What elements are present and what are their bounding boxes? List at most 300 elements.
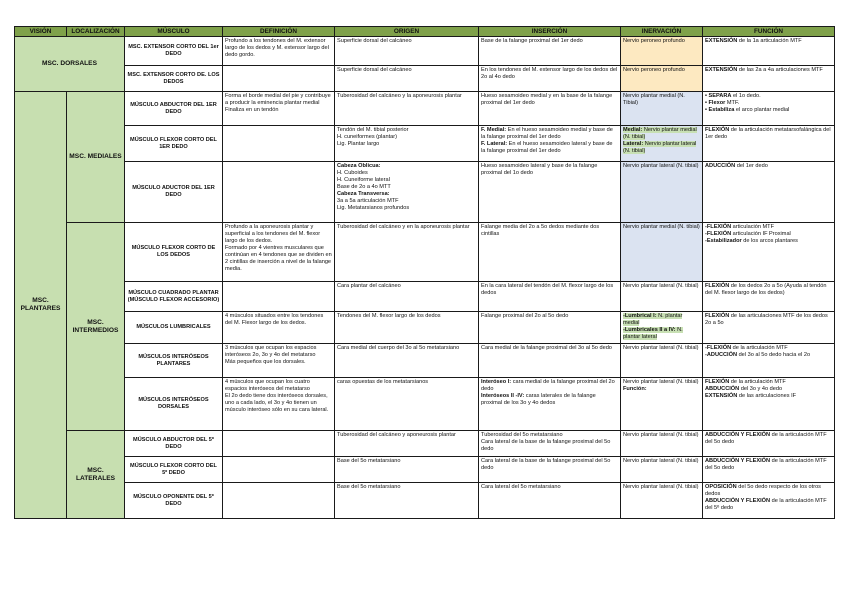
funcion-bold-text: • Flexor [705, 100, 726, 106]
header-row [15, 27, 835, 37]
insercion-line [481, 127, 618, 141]
origen-cell [335, 483, 479, 519]
insercion-line [481, 432, 618, 439]
musculo-cell: MÚSCULOS LUMBRICALES [125, 312, 223, 344]
inervacion-text: Nervio plantar lateral (N. tibial) [623, 432, 699, 438]
insercion-line [481, 67, 618, 81]
musculo-cell: MÚSCULO FLEXOR CORTO DE LOS DEDOS [125, 223, 223, 282]
origen-bold-text: Cabeza Oblicua: [337, 163, 381, 169]
insercion-text: cara medial de la falange proximal del 2o dedo [481, 379, 615, 392]
inervacion-cell [621, 457, 703, 483]
definicion-line [225, 379, 332, 393]
inervacion-cell [621, 344, 703, 378]
funcion-line [705, 93, 832, 100]
insercion-cell [479, 457, 621, 483]
inervacion-line [623, 345, 700, 352]
origen-line [337, 205, 476, 212]
origen-line [337, 38, 476, 45]
funcion-line [705, 38, 832, 45]
table-row [15, 162, 835, 223]
inervacion-text: Nervio plantar lateral (N. tibial) [623, 379, 699, 385]
definicion-cell [223, 66, 335, 92]
funcion-bold-text: -FLEXIÓN [705, 345, 732, 351]
insercion-text: En la cara lateral del tendón del M. flexor largo de los dedos [481, 283, 614, 296]
musculo-cell: MÚSCULO OPONENTE DEL 5º DEDO [125, 483, 223, 519]
definicion-cell [223, 282, 335, 312]
definicion-cell [223, 378, 335, 431]
funcion-line [705, 345, 832, 352]
funcion-text: de las 2a a 4a articulaciones MTF [737, 67, 823, 73]
funcion-line [705, 379, 832, 386]
origen-text: H. Cuboides [337, 170, 368, 176]
inervacion-line [623, 458, 700, 465]
origen-text: Base de 2o a 4o MTT [337, 184, 391, 190]
header-inervacion: INERVACIÓN [621, 27, 703, 37]
table-row [15, 312, 835, 344]
origen-text: Superficie dorsal del calcáneo [337, 67, 412, 73]
insercion-cell [479, 282, 621, 312]
funcion-line [705, 386, 832, 393]
musculo-cell: MÚSCULO ADUCTOR DEL 1ER DEDO [125, 162, 223, 223]
funcion-bold-text: ABDUCCIÓN Y FLEXIÓN [705, 432, 771, 438]
insercion-cell [479, 431, 621, 457]
insercion-bold-text: F. Lateral: [481, 141, 508, 147]
inervacion-line [623, 432, 700, 439]
insercion-bold-text: Interóseo I: [481, 379, 512, 385]
origen-text: Tendones del M. flexor largo de los dedos [337, 313, 441, 319]
inervacion-line [623, 313, 700, 327]
inervacion-cell [621, 282, 703, 312]
table-row [15, 66, 835, 92]
funcion-bold-text: • Estabiliza [705, 107, 735, 113]
inervacion-cell [621, 92, 703, 126]
insercion-text: En los tendones del M. extensor largo de los dedos del 2o al 4o dedo [481, 67, 618, 80]
funcion-line [705, 100, 832, 107]
table-row [15, 92, 835, 126]
origen-line [337, 93, 476, 100]
header-musculo: MÚSCULO [125, 27, 223, 37]
origen-text: Tendón del M. tibial posterior [337, 127, 409, 133]
inervacion-cell [621, 483, 703, 519]
funcion-text: de la articulación metatarsofalángica del 1er dedo [705, 127, 831, 140]
group-laterales: MSC. LATERALES [67, 431, 125, 519]
funcion-bold-text: -Estabilizador [705, 238, 742, 244]
funcion-bold-text: ABDUCCIÓN Y FLEXIÓN [705, 498, 771, 504]
definicion-line [225, 313, 332, 327]
definicion-cell [223, 92, 335, 126]
muscle-table [14, 26, 835, 519]
funcion-line [705, 498, 832, 512]
definicion-text: Finaliza en un tendón [225, 107, 279, 113]
insercion-text: Base de la falange proximal del 1er dedo [481, 38, 583, 44]
inervacion-text: Nervio plantar lateral (N. tibial) [623, 345, 699, 351]
funcion-text: de la articulación MTF del 5o dedo [705, 458, 827, 471]
funcion-text: de los arcos plantares [741, 238, 798, 244]
insercion-cell [479, 312, 621, 344]
funcion-cell [703, 126, 835, 162]
insercion-line [481, 458, 618, 472]
funcion-text: del 1er dedo [735, 163, 768, 169]
table-row [15, 223, 835, 282]
definicion-text: Más pequeños que los dorsales. [225, 359, 306, 365]
header-insercion: INSERCIÓN [479, 27, 621, 37]
insercion-line [481, 93, 618, 107]
origen-text: Lig. Plantar largo [337, 141, 380, 147]
funcion-bold-text: FLEXIÓN [705, 283, 730, 289]
inervacion-line [623, 67, 700, 74]
inervacion-text: N. plantar medial [623, 313, 683, 326]
origen-text: 3a a 5a articulación MTF [337, 198, 399, 204]
origen-text: Tuberosidad del calcáneo y la aponeurosis plantar [337, 93, 462, 99]
insercion-cell [479, 92, 621, 126]
funcion-bold-text: EXTENSIÓN [705, 393, 738, 399]
funcion-cell [703, 312, 835, 344]
definicion-cell [223, 162, 335, 223]
funcion-bold-text: FLEXIÓN [705, 379, 730, 385]
definicion-line [225, 93, 332, 107]
inervacion-text: Nervio plantar lateral (N. tibial) [623, 484, 699, 490]
definicion-cell [223, 483, 335, 519]
group-dorsales: MSC. DORSALES [15, 37, 125, 92]
definicion-text: Profundo a la aponeurosis plantar y superficial a los tendones del M. flexor largo de los dedos. [225, 224, 321, 244]
definicion-line [225, 359, 332, 366]
funcion-line [705, 352, 832, 359]
funcion-text: articulación MTF [731, 224, 775, 230]
origen-cell [335, 126, 479, 162]
funcion-cell [703, 37, 835, 66]
origen-text: Base del 5o metatarsiano [337, 484, 401, 490]
inervacion-line [623, 327, 700, 341]
muscle-table-sheet [14, 26, 835, 519]
definicion-line [225, 245, 332, 273]
funcion-line [705, 107, 832, 114]
group-intermedios: MSC. INTERMEDIOS [67, 223, 125, 431]
table-row [15, 431, 835, 457]
funcion-bold-text: EXTENSIÓN [705, 67, 738, 73]
funcion-text: MTF. [725, 100, 740, 106]
table-row [15, 483, 835, 519]
origen-line [337, 313, 476, 320]
inervacion-cell [621, 378, 703, 431]
inervacion-text: N. plantar lateral [623, 327, 683, 340]
definicion-line [225, 38, 332, 59]
inervacion-line [623, 141, 700, 155]
header-funcion: FUNCIÓN [703, 27, 835, 37]
origen-text: H. cuneiformes (plantar) [337, 134, 397, 140]
insercion-text: caras laterales de la falange proximal de los 3o y 4o dedos [481, 393, 596, 406]
inervacion-line [623, 38, 700, 45]
definicion-text: El 2o dedo tiene dos interóseos dorsales, uno a cada lado, el 3o y 4o tienen un músculo interóseo sólo en su cara lateral. [225, 393, 329, 413]
table-row [15, 282, 835, 312]
header-definicion: DEFINICIÓN [223, 27, 335, 37]
funcion-line [705, 432, 832, 446]
inervacion-line [623, 283, 700, 290]
origen-cell [335, 66, 479, 92]
insercion-bold-text: Interóseos II -IV: [481, 393, 525, 399]
inervacion-text: Nervio plantar lateral (N. tibial) [623, 141, 697, 154]
origen-line [337, 163, 476, 170]
funcion-bold-text: • SEPARA [705, 93, 732, 99]
group-plantares: MSC. PLANTARES [15, 92, 67, 519]
inervacion-bold-text: -Lumbricales II a IV: [623, 327, 676, 333]
insercion-cell [479, 344, 621, 378]
insercion-text: Hueso sesamoideo lateral y base de la falange proximal del 1o dedo [481, 163, 598, 176]
origen-cell [335, 92, 479, 126]
inervacion-bold-text: Función: [623, 386, 647, 392]
origen-cell [335, 223, 479, 282]
funcion-line [705, 313, 832, 327]
inervacion-line [623, 224, 700, 231]
origen-line [337, 134, 476, 141]
funcion-bold-text: -FLEXIÓN [705, 231, 732, 237]
definicion-cell [223, 312, 335, 344]
definicion-text: 3 músculos que ocupan los espacios interóseos 2o, 3o y 4o del metatarso [225, 345, 317, 358]
insercion-cell [479, 223, 621, 282]
definicion-cell [223, 223, 335, 282]
funcion-line [705, 127, 832, 141]
origen-cell [335, 162, 479, 223]
header-localizacion: LOCALIZACIÓN [67, 27, 125, 37]
header-vision: VISIÓN [15, 27, 67, 37]
funcion-line [705, 393, 832, 400]
funcion-text: de los dedos 2o a 5o (Ayuda al tendón del M. flexor largo de los dedos) [705, 283, 827, 296]
insercion-text: En el hueso sesamoideo medial y base de la falange proximal del 1er dedo [481, 127, 613, 140]
funcion-line [705, 163, 832, 170]
inervacion-cell [621, 37, 703, 66]
definicion-line [225, 345, 332, 359]
insercion-line [481, 283, 618, 297]
funcion-line [705, 484, 832, 498]
inervacion-line [623, 379, 700, 386]
insercion-line [481, 224, 618, 238]
origen-line [337, 432, 476, 439]
insercion-line [481, 439, 618, 453]
musculo-cell: MSC. EXTENSOR CORTO DE. LOS DEDOS [125, 66, 223, 92]
insercion-text: En el hueso sesamoideo lateral y base de la falange proximal del 1er dedo [481, 141, 613, 154]
funcion-text: de la articulación MTF del 5o dedo [705, 432, 827, 445]
origen-bold-text: Cabeza Transversa: [337, 191, 390, 197]
insercion-line [481, 38, 618, 45]
definicion-line [225, 393, 332, 414]
musculo-cell: MÚSCULOS INTERÓSEOS DORSALES [125, 378, 223, 431]
funcion-bold-text: ABDUCCIÓN [705, 386, 740, 392]
funcion-bold-text: FLEXIÓN [705, 313, 730, 319]
origen-line [337, 484, 476, 491]
inervacion-text: Nervio plantar lateral (N. tibial) [623, 283, 699, 289]
insercion-text: Tuberosidad del 5o metatarsiano [481, 432, 563, 438]
musculo-cell: MÚSCULO CUADRADO PLANTAR (MÚSCULO FLEXOR ACCESORIO) [125, 282, 223, 312]
insercion-text: Hueso sesamoideo medial y en la base de la falange proximal del 1er dedo [481, 93, 613, 106]
definicion-text: Profundo a los tendones del M. extensor largo de los dedos y M. extensor largo del dedo gordo. [225, 38, 329, 58]
insercion-text: Cara medial de la falange proximal del 3o al 5o dedo [481, 345, 612, 351]
musculo-cell: MÚSCULO ABDUCTOR DEL 1ER DEDO [125, 92, 223, 126]
funcion-bold-text: OPOSICIÓN [705, 484, 737, 490]
funcion-text: de la articulación MTF [729, 379, 786, 385]
insercion-cell [479, 378, 621, 431]
insercion-line [481, 345, 618, 352]
musculo-cell: MSC. EXTENSOR CORTO DEL 1er DEDO [125, 37, 223, 66]
definicion-cell [223, 126, 335, 162]
origen-text: caras opuestas de los metatarsianos [337, 379, 429, 385]
origen-line [337, 345, 476, 352]
table-row [15, 378, 835, 431]
insercion-line [481, 141, 618, 155]
inervacion-text: Nervio peroneo profundo [623, 38, 685, 44]
origen-cell [335, 457, 479, 483]
definicion-cell [223, 431, 335, 457]
funcion-cell [703, 378, 835, 431]
origen-text: Tuberosidad del calcáneo y en la aponeurosis plantar [337, 224, 470, 230]
musculo-cell: MÚSCULOS INTERÓSEOS PLANTARES [125, 344, 223, 378]
inervacion-line [623, 386, 700, 393]
origen-cell [335, 431, 479, 457]
origen-line [337, 177, 476, 184]
inervacion-line [623, 163, 700, 170]
funcion-text: del 5o dedo respecto de los otros dedos [705, 484, 821, 497]
origen-cell [335, 312, 479, 344]
origen-cell [335, 282, 479, 312]
funcion-cell [703, 66, 835, 92]
origen-cell [335, 378, 479, 431]
insercion-text: Falange media del 2o a 5o dedos mediante dos cintillas [481, 224, 600, 237]
funcion-text: de las articulaciones IF [737, 393, 797, 399]
inervacion-cell [621, 66, 703, 92]
funcion-cell [703, 162, 835, 223]
definicion-text: Formado por 4 vientres musculares que continúan en 4 tendones que se dividen en 2 cintillas de inserción a nivel de la falange media. [225, 245, 332, 272]
inervacion-line [623, 127, 700, 141]
insercion-line [481, 484, 618, 491]
origen-line [337, 127, 476, 134]
inervacion-line [623, 93, 700, 107]
definicion-text: 4 músculos situados entre los tendones del M. Flexor largo de los dedos. [225, 313, 324, 326]
origen-line [337, 198, 476, 205]
funcion-cell [703, 483, 835, 519]
definicion-text: 4 músculos que ocupan los cuatro espacios interóseos del metatarso [225, 379, 310, 392]
inervacion-text: Nervio plantar lateral (N. tibial) [623, 163, 699, 169]
table-row [15, 37, 835, 66]
origen-line [337, 170, 476, 177]
funcion-bold-text: -FLEXIÓN [705, 224, 732, 230]
insercion-cell [479, 66, 621, 92]
table-row [15, 344, 835, 378]
group-mediales: MSC. MEDIALES [67, 92, 125, 223]
funcion-text: de las articulaciones MTF de los dedos 2o a 5o [705, 313, 828, 326]
funcion-text: de la articulación MTF [731, 345, 788, 351]
insercion-line [481, 379, 618, 393]
funcion-line [705, 224, 832, 231]
origen-line [337, 141, 476, 148]
insercion-cell [479, 37, 621, 66]
inervacion-bold-text: Medial: [623, 127, 643, 133]
inervacion-cell [621, 431, 703, 457]
funcion-text: de la articulación MTF del 5º dedo [705, 498, 827, 511]
origen-text: Lig. Metatarsianos profundos [337, 205, 410, 211]
inervacion-bold-text: Lateral: [623, 141, 644, 147]
definicion-line [225, 107, 332, 114]
insercion-cell [479, 126, 621, 162]
funcion-line [705, 231, 832, 238]
inervacion-text: Nervio peroneo profundo [623, 67, 685, 73]
inervacion-line [623, 484, 700, 491]
funcion-text: articulación IF Proximal [731, 231, 791, 237]
funcion-text: del 3o al 5o dedo hacia el 2o [737, 352, 811, 358]
funcion-bold-text: ADUCCIÓN [705, 163, 736, 169]
insercion-text: Cara lateral de la base de la falange proximal del 5o dedo [481, 458, 611, 471]
definicion-text: Forma el borde medial del pie y contribuye a producir la eminencia plantar medial [225, 93, 331, 106]
table-row [15, 457, 835, 483]
musculo-cell: MÚSCULO ABDUCTOR DEL 5º DEDO [125, 431, 223, 457]
inervacion-cell [621, 312, 703, 344]
origen-line [337, 283, 476, 290]
origen-text: Base del 5o metatarsiano [337, 458, 401, 464]
funcion-cell [703, 223, 835, 282]
origen-line [337, 458, 476, 465]
inervacion-bold-text: -Lumbrical I: [623, 313, 657, 319]
definicion-cell [223, 344, 335, 378]
funcion-bold-text: EXTENSIÓN [705, 38, 738, 44]
insercion-line [481, 163, 618, 177]
inervacion-text: Nervio plantar medial (N. tibial) [623, 127, 697, 140]
musculo-cell: MÚSCULO FLEXOR CORTO DEL 1ER DEDO [125, 126, 223, 162]
origen-text: H. Cuneiforme lateral [337, 177, 390, 183]
funcion-bold-text: FLEXIÓN [705, 127, 730, 133]
funcion-text: del 3o y 4o dedo [739, 386, 783, 392]
insercion-text: Cara lateral del 5o metatarsiano [481, 484, 561, 490]
funcion-cell [703, 457, 835, 483]
funcion-line [705, 283, 832, 297]
origen-line [337, 224, 476, 231]
insercion-text: Cara lateral de la base de la falange proximal del 5o dedo [481, 439, 611, 452]
funcion-cell [703, 282, 835, 312]
origen-cell [335, 37, 479, 66]
insercion-bold-text: F. Medial: [481, 127, 507, 133]
table-row [15, 126, 835, 162]
origen-cell [335, 344, 479, 378]
funcion-line [705, 238, 832, 245]
funcion-bold-text: -ADUCCIÓN [705, 352, 738, 358]
musculo-cell: MÚSCULO FLEXOR CORTO DEL 5º DEDO [125, 457, 223, 483]
definicion-line [225, 224, 332, 245]
funcion-text: de la 1a articulación MTF [737, 38, 802, 44]
origen-line [337, 184, 476, 191]
funcion-cell [703, 92, 835, 126]
insercion-text: Falange proximal del 2o al 5o dedo [481, 313, 569, 319]
origen-line [337, 67, 476, 74]
funcion-bold-text: ABDUCCIÓN Y FLEXIÓN [705, 458, 771, 464]
header-origen: ORIGEN [335, 27, 479, 37]
funcion-cell [703, 431, 835, 457]
insercion-cell [479, 162, 621, 223]
origen-text: Cara medial del cuerpo del 3o al 5o metatarsiano [337, 345, 460, 351]
origen-text: Cara plantar del calcáneo [337, 283, 401, 289]
origen-text: Tuberosidad del calcáneo y aponeurosis plantar [337, 432, 456, 438]
funcion-cell [703, 344, 835, 378]
inervacion-cell [621, 223, 703, 282]
origen-text: Superficie dorsal del calcáneo [337, 38, 412, 44]
origen-line [337, 191, 476, 198]
definicion-cell [223, 457, 335, 483]
origen-line [337, 379, 476, 386]
funcion-line [705, 67, 832, 74]
inervacion-cell [621, 126, 703, 162]
inervacion-text: Nervio plantar medial (N. Tibial) [623, 93, 685, 106]
inervacion-text: Nervio plantar medial (N. tibial) [623, 224, 700, 230]
insercion-line [481, 313, 618, 320]
definicion-cell [223, 37, 335, 66]
inervacion-text: Nervio plantar lateral (N. tibial) [623, 458, 699, 464]
funcion-text: el arco plantar medial [734, 107, 790, 113]
funcion-text: el 1o dedo. [731, 93, 761, 99]
